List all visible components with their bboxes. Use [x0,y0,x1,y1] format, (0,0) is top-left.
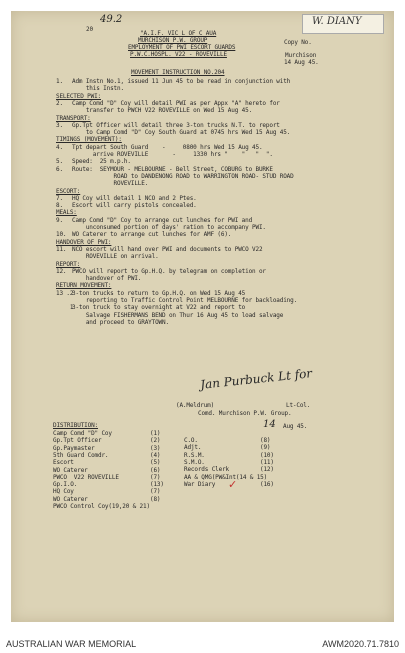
paragraph-text: Adm Instn No.1, issued 11 Jun 45 to be read in conjunction with this Instn. [72,78,291,93]
issue-date: 14 Aug 45. [284,59,319,66]
handwritten-day: 14 [263,419,276,430]
footer [0,636,405,653]
paragraph-text: 3-ton truck to stay overnight at V22 and report to Salvage FISHERMANS BEND on Thur 16 Aug 45 to load salvage and proceed to GRAYTOWN. [72,304,284,326]
distribution-recipient: 5th Guard Comdr. [53,451,109,459]
distribution-recipient: WO Caterer [53,466,88,474]
red-tick-mark: ✓ [228,478,238,491]
paragraph-number: 1 [56,304,74,312]
distribution-recipient: PWCO V22 ROVEVILLE [53,473,119,481]
section-heading: TRANSPORT: [56,114,91,122]
distribution-copy-number: (16) [260,480,274,488]
paragraph-text: Gp.Tpt Officer will detail three 3-ton trucks N.T. to report to Camp Comd "D" Coy South Guard at 0745 hrs Wed 15 Aug 45. [72,121,291,137]
paragraph-number: 3. [56,121,63,129]
paragraph-text: PWCO will report to Gp.H.Q. by telegram on completion or handover of PWI. [72,267,266,283]
signature-date: Aug 45. [283,423,308,430]
signatory-name: (A.Meldrum) [176,402,215,409]
distribution-copy-number: (7) [150,473,161,481]
paragraph-number: 13 .2 [56,289,74,297]
distribution-copy-number: (8) [150,495,161,503]
paragraph-number: 11. [56,245,67,253]
paragraph-number: 2. [56,99,63,107]
paragraph-number: 5. [56,158,63,166]
header-line-3: EMPLOYMENT OF PWI ESCORT GUARDS [128,44,236,51]
distribution-copy-number: (3) [150,444,161,452]
distribution-copy-number: (7) [150,488,161,496]
header-line-5: MOVEMENT INSTRUCTION NO.204 [131,69,225,76]
distribution-copy-number: (6) [150,466,161,474]
section-heading: ESCORT: [56,187,81,195]
corner-mark: 20 [86,26,93,33]
section-heading: HANDOVER OF PWI: [56,238,112,246]
paragraph-text: Escort will carry pistols concealed. [72,202,197,210]
distribution-recipient: Records Clerk [184,466,230,474]
distribution-recipient: Escort [53,459,74,467]
paragraph-number: 6. [56,165,63,173]
distribution-recipient: Gp.I.O. [53,481,78,489]
section-heading: RETURN MOVEMENT: [56,282,112,290]
signatory-title: Comd. Murchison P.W. Group. [198,410,292,417]
distribution-recipient: Adjt. [184,444,202,452]
header-line-1: "A.I.F. VIC L OF C AUA [140,30,217,37]
paragraph-text: Speed: 25 m.p.h. [72,158,131,166]
signatory-rank: Lt-Col. [286,402,311,409]
distribution-recipient: S.M.O. [184,458,205,466]
page-number-mark: 49.2 [100,14,123,25]
distribution-copy-number: (8) [260,437,271,444]
distribution-recipient: WO Caterer [53,495,88,503]
section-heading: MEALS: [56,209,77,217]
handwritten-signature: Jan Purbuck Lt for [199,366,313,392]
stamp-name: W. DIANY [312,16,362,27]
paragraph-number: 12. [56,267,67,275]
section-heading: SELECTED PWI: [56,92,102,100]
paragraph-text: HQ Coy will detail 1 NCO and 2 Ptes. [72,194,197,202]
copy-number: Copy No. [284,39,312,46]
place: Murchison [285,52,317,59]
distribution-heading: DISTRIBUTION: [53,422,99,429]
distribution-copy-number: (5) [150,459,161,467]
paragraph-text: Camp Comd "D" Coy to arrange cut lunches for PWI and unconsumed portion of days' ration to accompany PWI. [72,216,266,231]
distribution-copy-number: (10) [260,451,274,459]
distribution-copy-number: (12) [260,466,274,474]
distribution-copy-number: (13) [150,481,164,489]
paragraph-text: Camp Comd "D" Coy will detail PWI as per Appx "A" hereto for transfer to PWCH V22 ROVEVILLE on Wed 15 Aug 45. [72,99,280,115]
paragraph-text: Route: SEYMOUR - MELBOURNE - Bell Street, COBURG to BURKE ROAD to DANDENONG ROAD to WARRINGTON ROAD- STUD ROAD ROVEVILLE. [72,165,294,188]
distribution-copy-number: (9) [260,444,271,452]
distribution-recipient: C.O. [184,437,198,444]
distribution-recipient: War Diary [184,480,216,488]
footer-reference: AWM2020.71.7810 [322,639,399,649]
section-heading: TIMINGS (MOVEMENT): [56,136,122,144]
distribution-recipient: Camp Comd "D" Coy [53,430,112,437]
footer-institution: AUSTRALIAN WAR MEMORIAL [6,639,137,649]
header-line-4: P.W.C.HOSPL. V22 - ROVEVILLE [130,51,227,58]
header-line-2: MURCHISON P.W. GROUP [138,37,208,44]
paragraph-number: 1. [56,78,63,85]
distribution-recipient: HQ Coy [53,488,74,496]
distribution-recipient: PWCO Control Coy(19,20 & 21) [53,503,150,510]
paragraph-number: 7. [56,194,63,202]
paragraph-number: 10. [56,231,67,239]
distribution-copy-number: (4) [150,451,161,459]
paragraph-text: Tpt depart South Guard - 0800 hrs Wed 15 Aug 45. arrive ROVEVILLE - 1330 hrs " " " ". [72,143,273,158]
paragraph-text: WO Caterer to arrange cut lunches for AMF (6). [72,231,232,239]
paragraph-text: NCO escort will hand over PWI and documents to PWCO V22 ROVEVILLE on arrival. [72,245,263,261]
distribution-recipient: Gp.Tpt Officer [53,437,102,445]
distribution-recipient: AA & QMG(PW&Int(14 & 15) [184,473,268,481]
paragraph-number: 9. [56,216,63,224]
distribution-copy-number: (1) [150,430,161,437]
distribution-recipient: Gp.Paymaster [53,444,95,452]
paragraph-text: 3-ton trucks to return to Gp.H.Q. on Wed 15 Aug 45 reporting to Traffic Control Point MELBOURNE for backloading. [72,289,298,304]
paragraph-number: 8. [56,202,63,210]
paragraph-number: 4. [56,143,63,151]
distribution-recipient: R.S.M. [184,451,205,459]
distribution-copy-number: (2) [150,437,161,445]
distribution-copy-number: (11) [260,458,274,466]
section-heading: REPORT: [56,260,81,268]
